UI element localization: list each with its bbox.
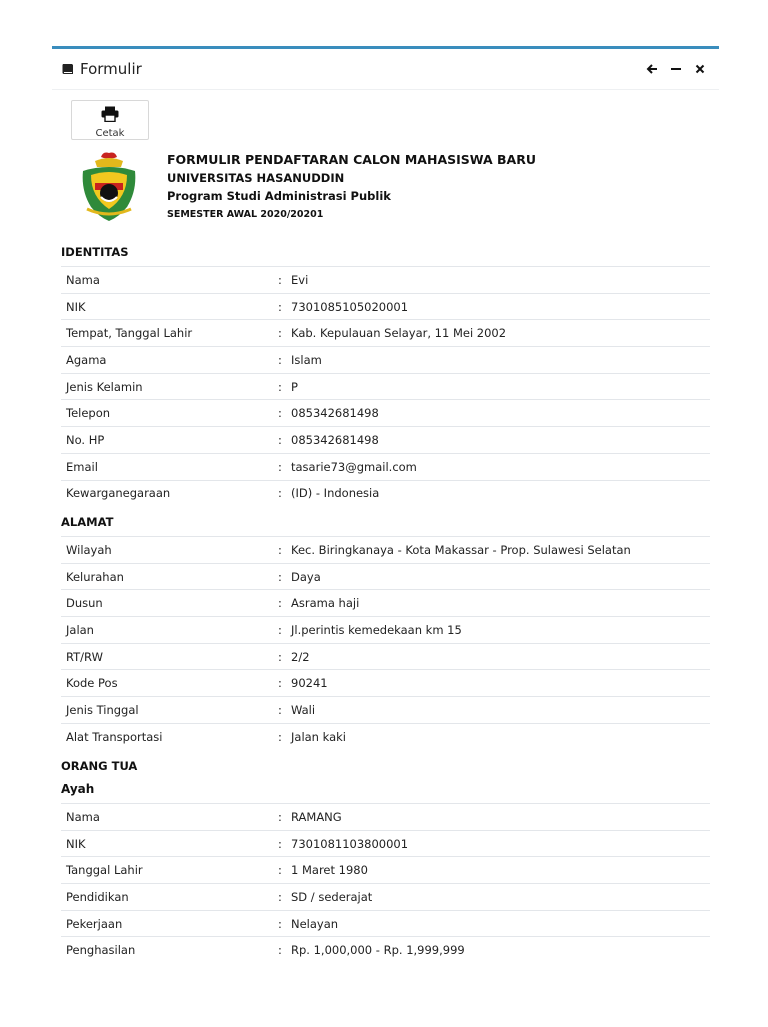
print-button-label: Cetak	[95, 128, 125, 139]
field-label: Kelurahan	[61, 563, 274, 590]
field-label: Alat Transportasi	[61, 723, 274, 749]
field-separator: :	[274, 937, 286, 963]
section-title-alamat: ALAMAT	[61, 515, 114, 529]
field-value: Asrama haji	[286, 590, 710, 617]
field-separator: :	[274, 293, 286, 320]
panel-title	[61, 60, 142, 78]
section-title-orang-tua: ORANG TUA	[61, 759, 138, 773]
field-separator: :	[274, 857, 286, 884]
field-value: Islam	[286, 347, 710, 374]
field-separator: :	[274, 830, 286, 857]
minimize-icon[interactable]	[669, 62, 683, 76]
table-row	[61, 320, 710, 347]
table-row	[61, 617, 710, 644]
field-value: P	[286, 373, 710, 400]
field-label: Jenis Kelamin	[61, 373, 274, 400]
arrow-left-icon[interactable]	[645, 62, 659, 76]
field-separator: :	[274, 590, 286, 617]
field-label: NIK	[61, 293, 274, 320]
field-label: Tanggal Lahir	[61, 857, 274, 884]
close-icon[interactable]	[693, 62, 707, 76]
field-value: RAMANG	[286, 804, 710, 831]
table-row	[61, 480, 710, 506]
field-separator: :	[274, 267, 286, 294]
table-row	[61, 937, 710, 963]
table-row	[61, 723, 710, 749]
field-value: 085342681498	[286, 427, 710, 454]
field-label: Dusun	[61, 590, 274, 617]
field-value: Daya	[286, 563, 710, 590]
table-row	[61, 910, 710, 937]
form-panel	[52, 46, 719, 1027]
subsection-title-ayah: Ayah	[61, 782, 95, 796]
semester-text: SEMESTER AWAL 2020/20201	[167, 209, 324, 220]
table-row	[61, 830, 710, 857]
field-label: Penghasilan	[61, 937, 274, 963]
form-heading	[167, 150, 536, 224]
field-label: Nama	[61, 267, 274, 294]
field-separator: :	[274, 480, 286, 506]
field-label: Tempat, Tanggal Lahir	[61, 320, 274, 347]
field-label: Jalan	[61, 617, 274, 644]
field-label: Telepon	[61, 400, 274, 427]
table-row	[61, 643, 710, 670]
field-label: Agama	[61, 347, 274, 374]
field-value: Nelayan	[286, 910, 710, 937]
table-row	[61, 347, 710, 374]
field-label: Jenis Tinggal	[61, 697, 274, 724]
field-separator: :	[274, 804, 286, 831]
header-tools	[645, 62, 707, 76]
field-label: NIK	[61, 830, 274, 857]
table-row	[61, 804, 710, 831]
field-value: 7301081103800001	[286, 830, 710, 857]
table-row	[61, 697, 710, 724]
field-value: Rp. 1,000,000 - Rp. 1,999,999	[286, 937, 710, 963]
field-value: 085342681498	[286, 400, 710, 427]
field-value: Jalan kaki	[286, 723, 710, 749]
field-separator: :	[274, 320, 286, 347]
field-value: Wali	[286, 697, 710, 724]
field-value: SD / sederajat	[286, 884, 710, 911]
field-separator: :	[274, 373, 286, 400]
field-separator: :	[274, 723, 286, 749]
field-separator: :	[274, 563, 286, 590]
field-value: Evi	[286, 267, 710, 294]
field-value: Jl.perintis kemedekaan km 15	[286, 617, 710, 644]
field-separator: :	[274, 427, 286, 454]
field-label: Kewarganegaraan	[61, 480, 274, 506]
field-value: Kec. Biringkanaya - Kota Makassar - Prop. Sulawesi Selatan	[286, 537, 710, 564]
program-name: Program Studi Administrasi Publik	[167, 189, 391, 203]
university-name: UNIVERSITAS HASANUDDIN	[167, 171, 345, 185]
field-separator: :	[274, 884, 286, 911]
field-separator: :	[274, 453, 286, 480]
panel-title-text: Formulir	[80, 60, 142, 78]
ayah-table	[61, 803, 710, 963]
table-row	[61, 453, 710, 480]
field-separator: :	[274, 670, 286, 697]
field-label: RT/RW	[61, 643, 274, 670]
field-label: Email	[61, 453, 274, 480]
table-row	[61, 857, 710, 884]
table-row	[61, 670, 710, 697]
field-separator: :	[274, 643, 286, 670]
section-title-identitas: IDENTITAS	[61, 245, 129, 259]
field-value: 2/2	[286, 643, 710, 670]
field-value: 1 Maret 1980	[286, 857, 710, 884]
field-label: Kode Pos	[61, 670, 274, 697]
field-value: 7301085105020001	[286, 293, 710, 320]
field-label: Wilayah	[61, 537, 274, 564]
field-separator: :	[274, 400, 286, 427]
field-separator: :	[274, 910, 286, 937]
field-label: Nama	[61, 804, 274, 831]
field-separator: :	[274, 617, 286, 644]
field-separator: :	[274, 347, 286, 374]
printer-icon	[101, 106, 119, 122]
table-row	[61, 293, 710, 320]
table-row	[61, 400, 710, 427]
field-value: 90241	[286, 670, 710, 697]
table-row	[61, 373, 710, 400]
print-button[interactable]	[71, 100, 149, 140]
field-label: Pendidikan	[61, 884, 274, 911]
table-row	[61, 267, 710, 294]
field-label: Pekerjaan	[61, 910, 274, 937]
field-value: tasarie73@gmail.com	[286, 453, 710, 480]
table-row	[61, 590, 710, 617]
alamat-table	[61, 536, 710, 750]
table-row	[61, 427, 710, 454]
table-row	[61, 884, 710, 911]
identitas-table	[61, 266, 710, 506]
table-row	[61, 563, 710, 590]
panel-header	[52, 49, 719, 90]
university-logo	[77, 149, 141, 225]
book-icon	[61, 62, 75, 76]
table-row	[61, 537, 710, 564]
field-separator: :	[274, 697, 286, 724]
field-separator: :	[274, 537, 286, 564]
field-value: (ID) - Indonesia	[286, 480, 710, 506]
field-label: No. HP	[61, 427, 274, 454]
field-value: Kab. Kepulauan Selayar, 11 Mei 2002	[286, 320, 710, 347]
form-title: FORMULIR PENDAFTARAN CALON MAHASISWA BARU	[167, 152, 537, 167]
